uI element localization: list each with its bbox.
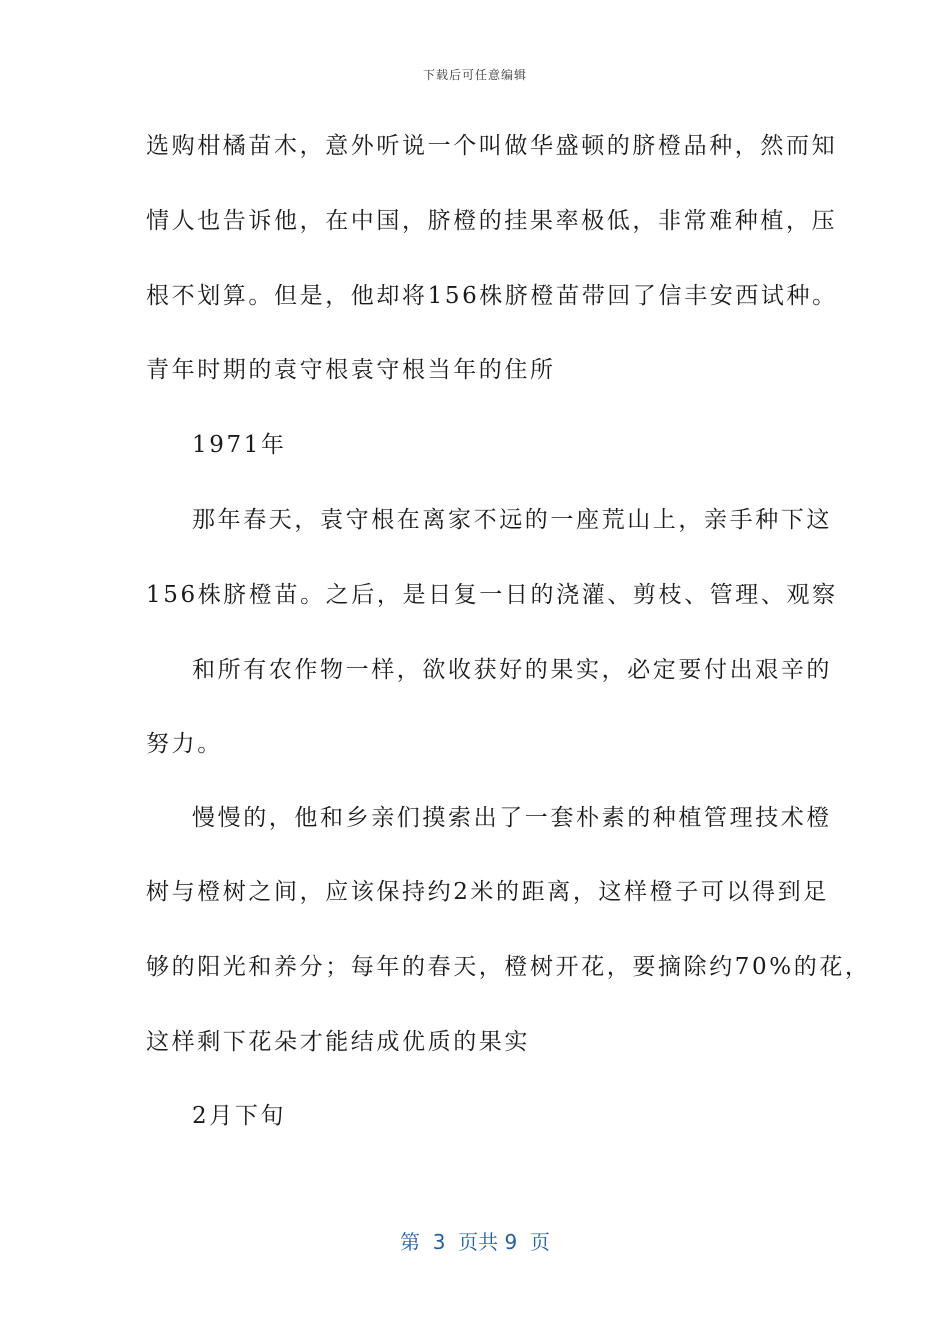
body-line: 和所有农作物一样，欲收获好的果实，必定要付出艰辛的 <box>192 657 832 683</box>
body-line: 慢慢的，他和乡亲们摸索出了一套朴素的种植管理技术橙 <box>192 805 832 831</box>
body-line: 那年春天，袁守根在离家不远的一座荒山上，亲手种下这 <box>192 507 832 533</box>
body-line: 努力。 <box>146 731 223 757</box>
body-line: 树与橙树之间，应该保持约2米的距离，这样橙子可以得到足 <box>146 879 829 905</box>
body-line: 这样剩下花朵才能结成优质的果实 <box>146 1029 530 1055</box>
page-header: 下载后可任意编辑 <box>422 68 527 82</box>
body-line: 156株脐橙苗。之后，是日复一日的浇灌、剪枝、管理、观察 <box>146 582 838 608</box>
body-line: 根不划算。但是，他却将156株脐橙苗带回了信丰安西试种。 <box>146 283 838 309</box>
body-line: 选购柑橘苗木，意外听说一个叫做华盛顿的脐橙品种，然而知 <box>146 133 838 159</box>
body-line: 2月下旬 <box>192 1103 287 1129</box>
body-line: 情人也告诉他，在中国，脐橙的挂果率极低，非常难种植，压 <box>146 208 838 234</box>
body-line: 青年时期的袁守根袁守根当年的住所 <box>146 357 556 383</box>
body-line: 够的阳光和养分；每年的春天，橙树开花，要摘除约70%的花， <box>146 954 871 980</box>
page-number-footer: 第 3 页共 9 页 <box>400 1230 550 1254</box>
body-line: 1971年 <box>192 432 287 458</box>
